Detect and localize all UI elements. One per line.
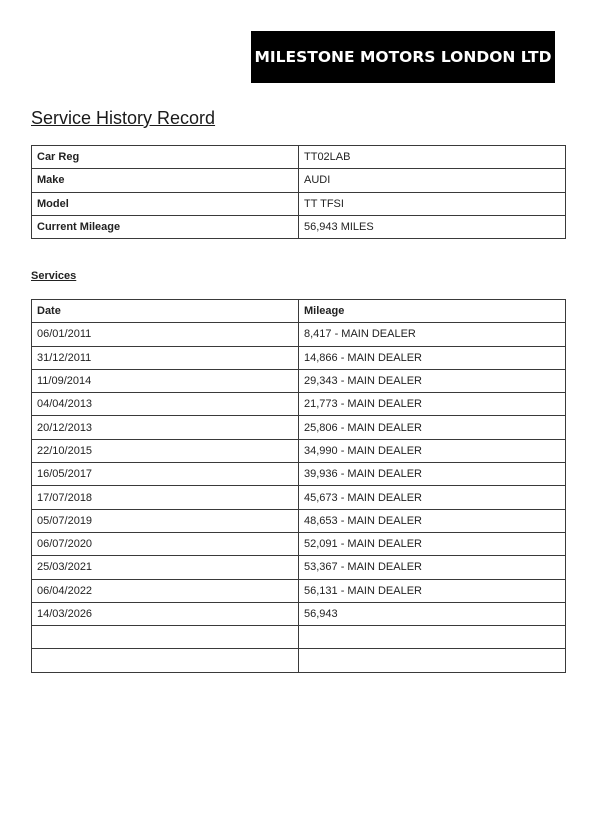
vehicle-value: AUDI (299, 169, 566, 192)
service-mileage: 39,936 - MAIN DEALER (299, 463, 566, 486)
service-mileage: 48,653 - MAIN DEALER (299, 509, 566, 532)
vehicle-value: 56,943 MILES (299, 215, 566, 238)
service-mileage: 45,673 - MAIN DEALER (299, 486, 566, 509)
table-row (32, 486, 566, 509)
service-date: 06/07/2020 (32, 532, 299, 555)
table-row (32, 532, 566, 555)
service-date (32, 649, 299, 672)
table-row (32, 369, 566, 392)
service-date: 17/07/2018 (32, 486, 299, 509)
service-mileage: 52,091 - MAIN DEALER (299, 532, 566, 555)
page-title: Service History Record (31, 108, 216, 128)
service-date (32, 626, 299, 649)
company-logo-banner (251, 31, 555, 83)
services-header-row (32, 300, 566, 323)
service-date: 25/03/2021 (32, 556, 299, 579)
service-mileage: 14,866 - MAIN DEALER (299, 346, 566, 369)
vehicle-details-table (31, 145, 566, 239)
service-mileage (299, 649, 566, 672)
vehicle-row-make (32, 169, 566, 192)
table-row (32, 509, 566, 532)
company-name: MILESTONE MOTORS LONDON LTD (254, 48, 552, 66)
service-date: 04/04/2013 (32, 393, 299, 416)
vehicle-label: Make (32, 169, 299, 192)
column-header-date: Date (32, 300, 299, 323)
vehicle-row-car-reg (32, 146, 566, 169)
table-row (32, 602, 566, 625)
table-row (32, 323, 566, 346)
services-table (31, 299, 566, 673)
vehicle-value: TT02LAB (299, 146, 566, 169)
column-header-mileage: Mileage (299, 300, 566, 323)
table-row (32, 649, 566, 672)
vehicle-value: TT TFSI (299, 192, 566, 215)
service-date: 22/10/2015 (32, 439, 299, 462)
service-mileage: 56,943 (299, 602, 566, 625)
table-row (32, 393, 566, 416)
service-date: 05/07/2019 (32, 509, 299, 532)
service-mileage: 21,773 - MAIN DEALER (299, 393, 566, 416)
vehicle-row-current-mileage (32, 215, 566, 238)
service-mileage: 25,806 - MAIN DEALER (299, 416, 566, 439)
table-row (32, 463, 566, 486)
table-row (32, 439, 566, 462)
vehicle-row-model (32, 192, 566, 215)
vehicle-label: Current Mileage (32, 215, 299, 238)
service-mileage: 53,367 - MAIN DEALER (299, 556, 566, 579)
vehicle-label: Model (32, 192, 299, 215)
service-date: 06/04/2022 (32, 579, 299, 602)
vehicle-label: Car Reg (32, 146, 299, 169)
service-date: 31/12/2011 (32, 346, 299, 369)
service-date: 14/03/2026 (32, 602, 299, 625)
table-row (32, 346, 566, 369)
service-date: 11/09/2014 (32, 369, 299, 392)
service-mileage: 56,131 - MAIN DEALER (299, 579, 566, 602)
table-row (32, 556, 566, 579)
service-mileage: 8,417 - MAIN DEALER (299, 323, 566, 346)
services-heading: Services (31, 270, 77, 282)
table-row (32, 579, 566, 602)
service-date: 16/05/2017 (32, 463, 299, 486)
table-row (32, 416, 566, 439)
service-mileage: 29,343 - MAIN DEALER (299, 369, 566, 392)
service-date: 20/12/2013 (32, 416, 299, 439)
table-row (32, 626, 566, 649)
service-date: 06/01/2011 (32, 323, 299, 346)
service-mileage (299, 626, 566, 649)
service-mileage: 34,990 - MAIN DEALER (299, 439, 566, 462)
